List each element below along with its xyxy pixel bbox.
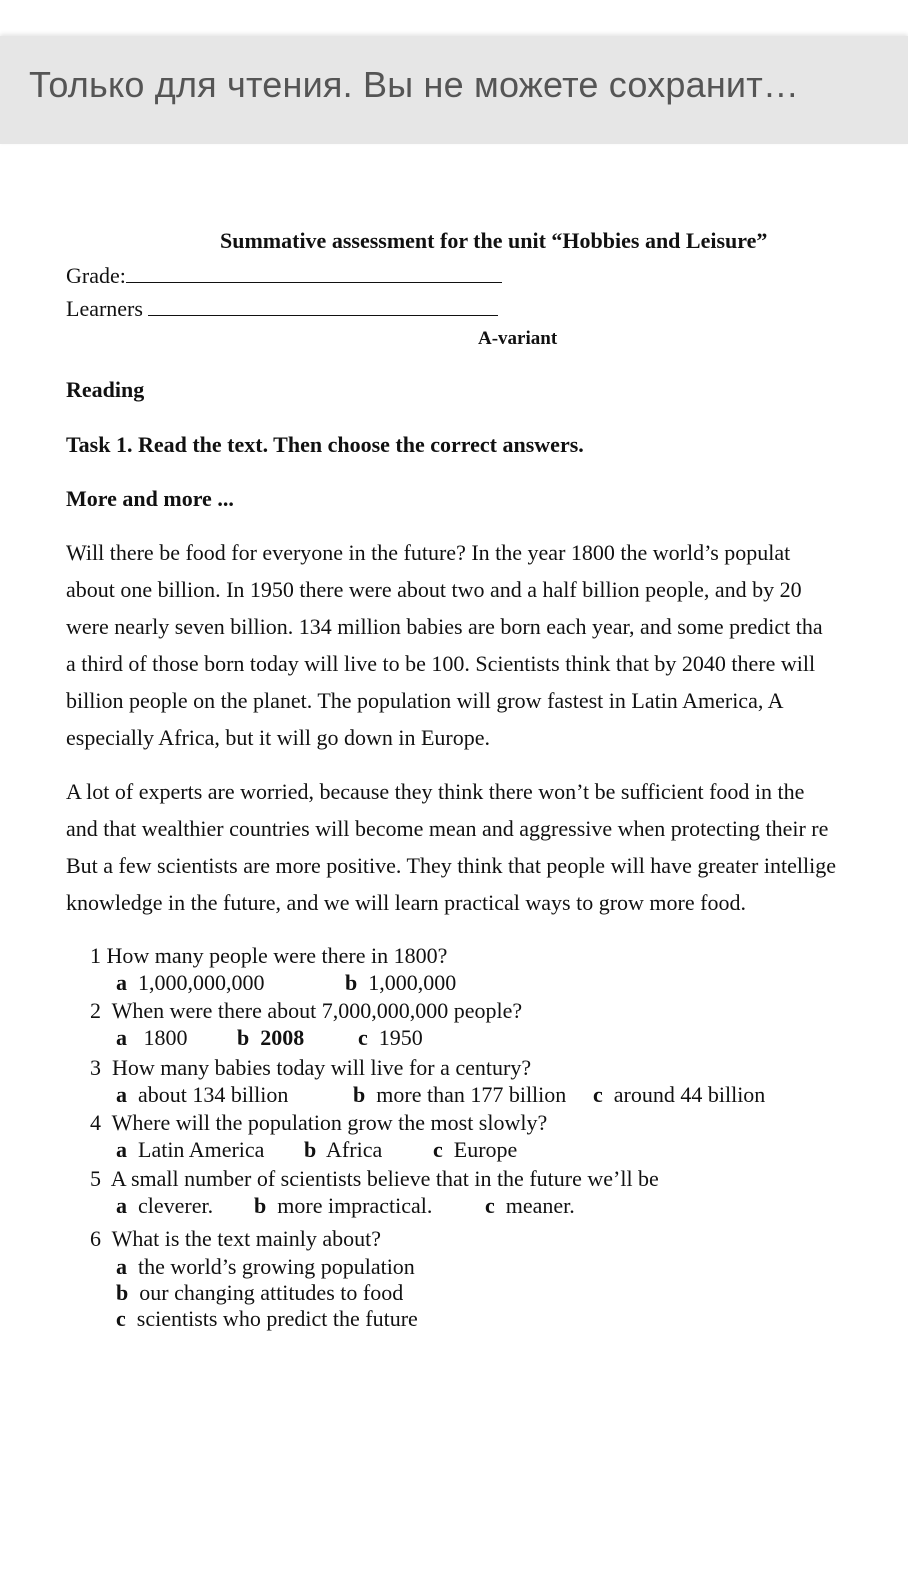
option-3c[interactable] xyxy=(593,1082,765,1108)
option-5b[interactable] xyxy=(254,1193,432,1219)
learners-label: Learners xyxy=(66,296,143,321)
option-text: meaner. xyxy=(505,1193,575,1218)
option-text: Latin America xyxy=(138,1137,265,1162)
option-letter: a xyxy=(116,1193,127,1218)
paragraph-line: Will there be food for everyone in the future? In the year 1800 the world’s populat xyxy=(66,540,791,565)
question-text: Where will the population grow the most slowly? xyxy=(111,1110,548,1135)
option-letter: a xyxy=(116,1254,127,1279)
learners-field xyxy=(66,295,498,322)
question-5 xyxy=(90,1166,659,1192)
option-letter: b xyxy=(304,1137,317,1162)
question-1 xyxy=(90,943,447,969)
option-2a[interactable] xyxy=(116,1025,188,1051)
paragraph-line: knowledge in the future, and we will learn practical ways to grow more food. xyxy=(66,890,746,915)
option-letter: b xyxy=(254,1193,267,1218)
option-text: Europe xyxy=(453,1137,518,1162)
option-6b[interactable] xyxy=(116,1280,403,1306)
paragraph-line: and that wealthier countries will become mean and aggressive when protecting their re xyxy=(66,816,829,841)
option-letter: b xyxy=(237,1025,250,1050)
question-number: 2 xyxy=(90,998,101,1023)
option-letter: c xyxy=(116,1306,126,1331)
question-number: 4 xyxy=(90,1110,101,1135)
paragraph-line: especially Africa, but it will go down in Europe. xyxy=(66,725,491,750)
option-letter: a xyxy=(116,970,127,995)
option-3a[interactable] xyxy=(116,1082,288,1108)
option-text: cleverer. xyxy=(138,1193,214,1218)
option-2b[interactable] xyxy=(237,1025,304,1051)
option-4b[interactable] xyxy=(304,1137,382,1163)
option-letter: b xyxy=(353,1082,366,1107)
option-1b[interactable] xyxy=(345,970,456,996)
question-number: 6 xyxy=(90,1226,101,1251)
option-letter: b xyxy=(116,1280,129,1305)
question-2 xyxy=(90,998,522,1024)
option-5a[interactable] xyxy=(116,1193,213,1219)
question-text: What is the text mainly about? xyxy=(111,1226,382,1251)
option-text: 1800 xyxy=(143,1025,188,1050)
option-letter: a xyxy=(116,1137,127,1162)
option-text: 1,000,000 xyxy=(368,970,457,995)
question-number: 3 xyxy=(90,1055,101,1080)
question-number: 1 xyxy=(90,943,101,968)
option-letter: c xyxy=(358,1025,368,1050)
option-text: our changing attitudes to food xyxy=(139,1280,404,1305)
option-2c[interactable] xyxy=(358,1025,423,1051)
option-text: 1950 xyxy=(378,1025,423,1050)
option-text: the world’s growing population xyxy=(138,1254,415,1279)
option-6c[interactable] xyxy=(116,1306,418,1332)
question-3 xyxy=(90,1055,531,1081)
option-text: 1,000,000,000 xyxy=(138,970,265,995)
option-6a[interactable] xyxy=(116,1254,415,1280)
question-4 xyxy=(90,1110,547,1136)
option-3b[interactable] xyxy=(353,1082,566,1108)
option-text: Africa xyxy=(326,1137,383,1162)
option-text: scientists who predict the future xyxy=(136,1306,418,1331)
option-letter: a xyxy=(116,1082,127,1107)
option-1a[interactable] xyxy=(116,970,265,996)
paragraph-line: But a few scientists are more positive. They think that people will have greater intellige xyxy=(66,853,836,878)
read-only-banner-text: Только для чтения. Вы не можете сохранит… xyxy=(29,64,800,105)
variant-label: A-variant xyxy=(478,328,558,349)
option-text: more than 177 billion xyxy=(376,1082,567,1107)
question-text: How many babies today will live for a century? xyxy=(112,1055,532,1080)
paragraph-line: A lot of experts are worried, because they think there won’t be sufficient food in the xyxy=(66,779,805,804)
grade-blank-line xyxy=(126,262,502,283)
grade-field xyxy=(66,262,502,289)
option-letter: c xyxy=(485,1193,495,1218)
option-letter: a xyxy=(116,1025,127,1050)
option-letter: c xyxy=(433,1137,443,1162)
option-text: more impractical. xyxy=(277,1193,433,1218)
question-6 xyxy=(90,1226,381,1252)
question-text: How many people were there in 1800? xyxy=(106,943,448,968)
option-text: around 44 billion xyxy=(613,1082,766,1107)
learners-blank-line xyxy=(148,295,498,316)
option-4a[interactable] xyxy=(116,1137,264,1163)
option-letter: b xyxy=(345,970,358,995)
paragraph-line: billion people on the planet. The population will grow fastest in Latin America, A xyxy=(66,688,784,713)
paragraph-line: a third of those born today will live to be 100. Scientists think that by 2040 there will xyxy=(66,651,816,676)
paragraph-line: were nearly seven billion. 134 million babies are born each year, and some predict tha xyxy=(66,614,823,639)
paragraph-line: about one billion. In 1950 there were about two and a half billion people, and by 20 xyxy=(66,577,802,602)
question-text: A small number of scientists believe that in the future we’ll be xyxy=(110,1166,659,1191)
grade-label: Grade: xyxy=(66,263,126,288)
option-text: about 134 billion xyxy=(138,1082,289,1107)
paragraph-1 xyxy=(66,534,823,756)
option-text: 2008 xyxy=(260,1025,305,1050)
option-4c[interactable] xyxy=(433,1137,517,1163)
question-number: 5 xyxy=(90,1166,101,1191)
section-heading: Reading xyxy=(66,377,145,402)
paragraph-2 xyxy=(66,773,836,921)
text-title: More and more ... xyxy=(66,486,234,511)
option-letter: c xyxy=(593,1082,603,1107)
option-5c[interactable] xyxy=(485,1193,575,1219)
document-title: Summative assessment for the unit “Hobbies and Leisure” xyxy=(220,228,768,253)
task-heading: Task 1. Read the text. Then choose the correct answers. xyxy=(66,432,584,457)
question-text: When were there about 7,000,000,000 people? xyxy=(111,998,523,1023)
